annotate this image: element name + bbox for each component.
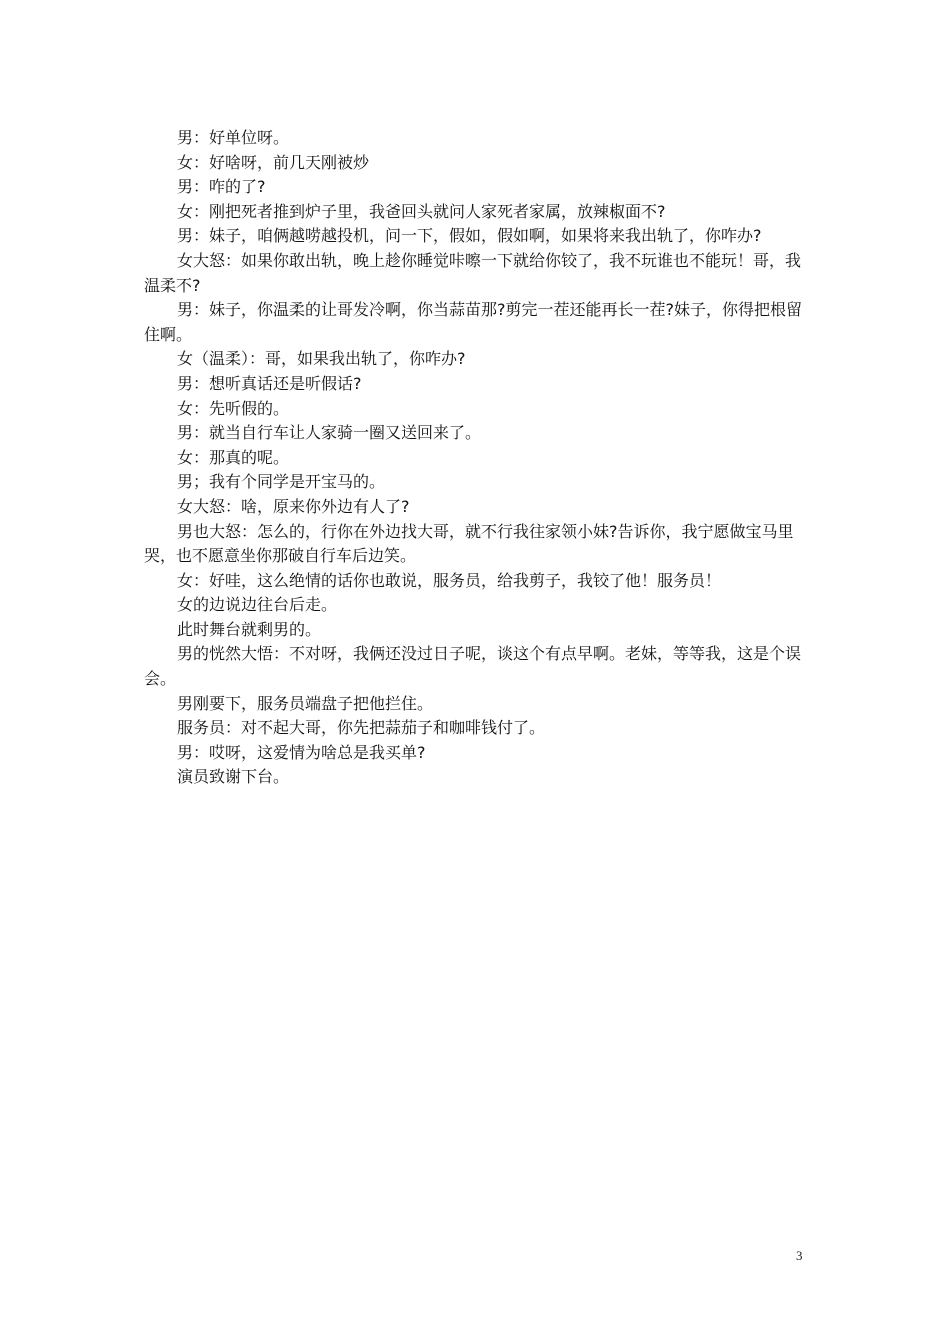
paragraph: 女：先听假的。 (177, 398, 290, 418)
paragraph: 男的恍然大悟：不对呀，我俩还没过日子呢，谈这个有点早啊。老妹，等等我，这是个误会。 (144, 644, 802, 689)
page-number: 3 (796, 1248, 803, 1263)
paragraph: 男也大怒：怎么的，行你在外边找大哥，就不行我往家领小妹?告诉你，我宁愿做宝马里哭，也不愿意坐你那破自行车后边笑。 (144, 521, 794, 566)
paragraph: 男：咋的了? (177, 177, 266, 197)
paragraph: 女：好哇，这么绝情的话你也敢说，服务员，给我剪子，我铰了他！服务员！ (177, 570, 722, 590)
paragraph: 女（温柔）：哥，如果我出轨了，你咋办? (177, 349, 466, 369)
paragraph: 女的边说边往台后走。 (177, 595, 338, 615)
paragraph: 演员致谢下台。 (177, 767, 290, 787)
paragraph: 男：想听真话还是听假话? (177, 373, 362, 393)
paragraph: 男刚要下，服务员端盘子把他拦住。 (177, 693, 434, 713)
paragraph: 男：就当自行车让人家骑一圈又送回来了。 (177, 423, 482, 443)
paragraph: 男；我有个同学是开宝马的。 (177, 472, 386, 492)
paragraph: 男：哎呀，这爱情为啥总是我买单? (177, 742, 426, 762)
paragraph: 女：刚把死者推到炉子里，我爸回头就问人家死者家属，放辣椒面不? (177, 201, 666, 221)
paragraph: 男：好单位呀。 (177, 128, 290, 147)
paragraph: 女：那真的呢。 (177, 447, 290, 467)
paragraph: 女大怒：如果你敢出轨，晚上趁你睡觉咔嚓一下就给你铰了，我不玩谁也不能玩！哥，我温柔不? (144, 250, 802, 295)
paragraph: 此时舞台就剩男的。 (177, 619, 322, 639)
paragraph: 女大怒：啥，原来你外边有人了? (177, 496, 410, 516)
paragraph: 男：妹子，你温柔的让哥发冷啊，你当蒜苗那?剪完一茬还能再长一茬?妹子，你得把根留住啊。 (144, 300, 802, 344)
script-text (144, 126, 816, 790)
paragraph: 女：好啥呀，前几天刚被炒 (177, 152, 370, 172)
paragraph: 男：妹子，咱俩越唠越投机，问一下，假如，假如啊，如果将来我出轨了，你咋办? (177, 226, 762, 246)
paragraph: 服务员：对不起大哥，你先把蒜茄子和咖啡钱付了。 (177, 718, 546, 738)
